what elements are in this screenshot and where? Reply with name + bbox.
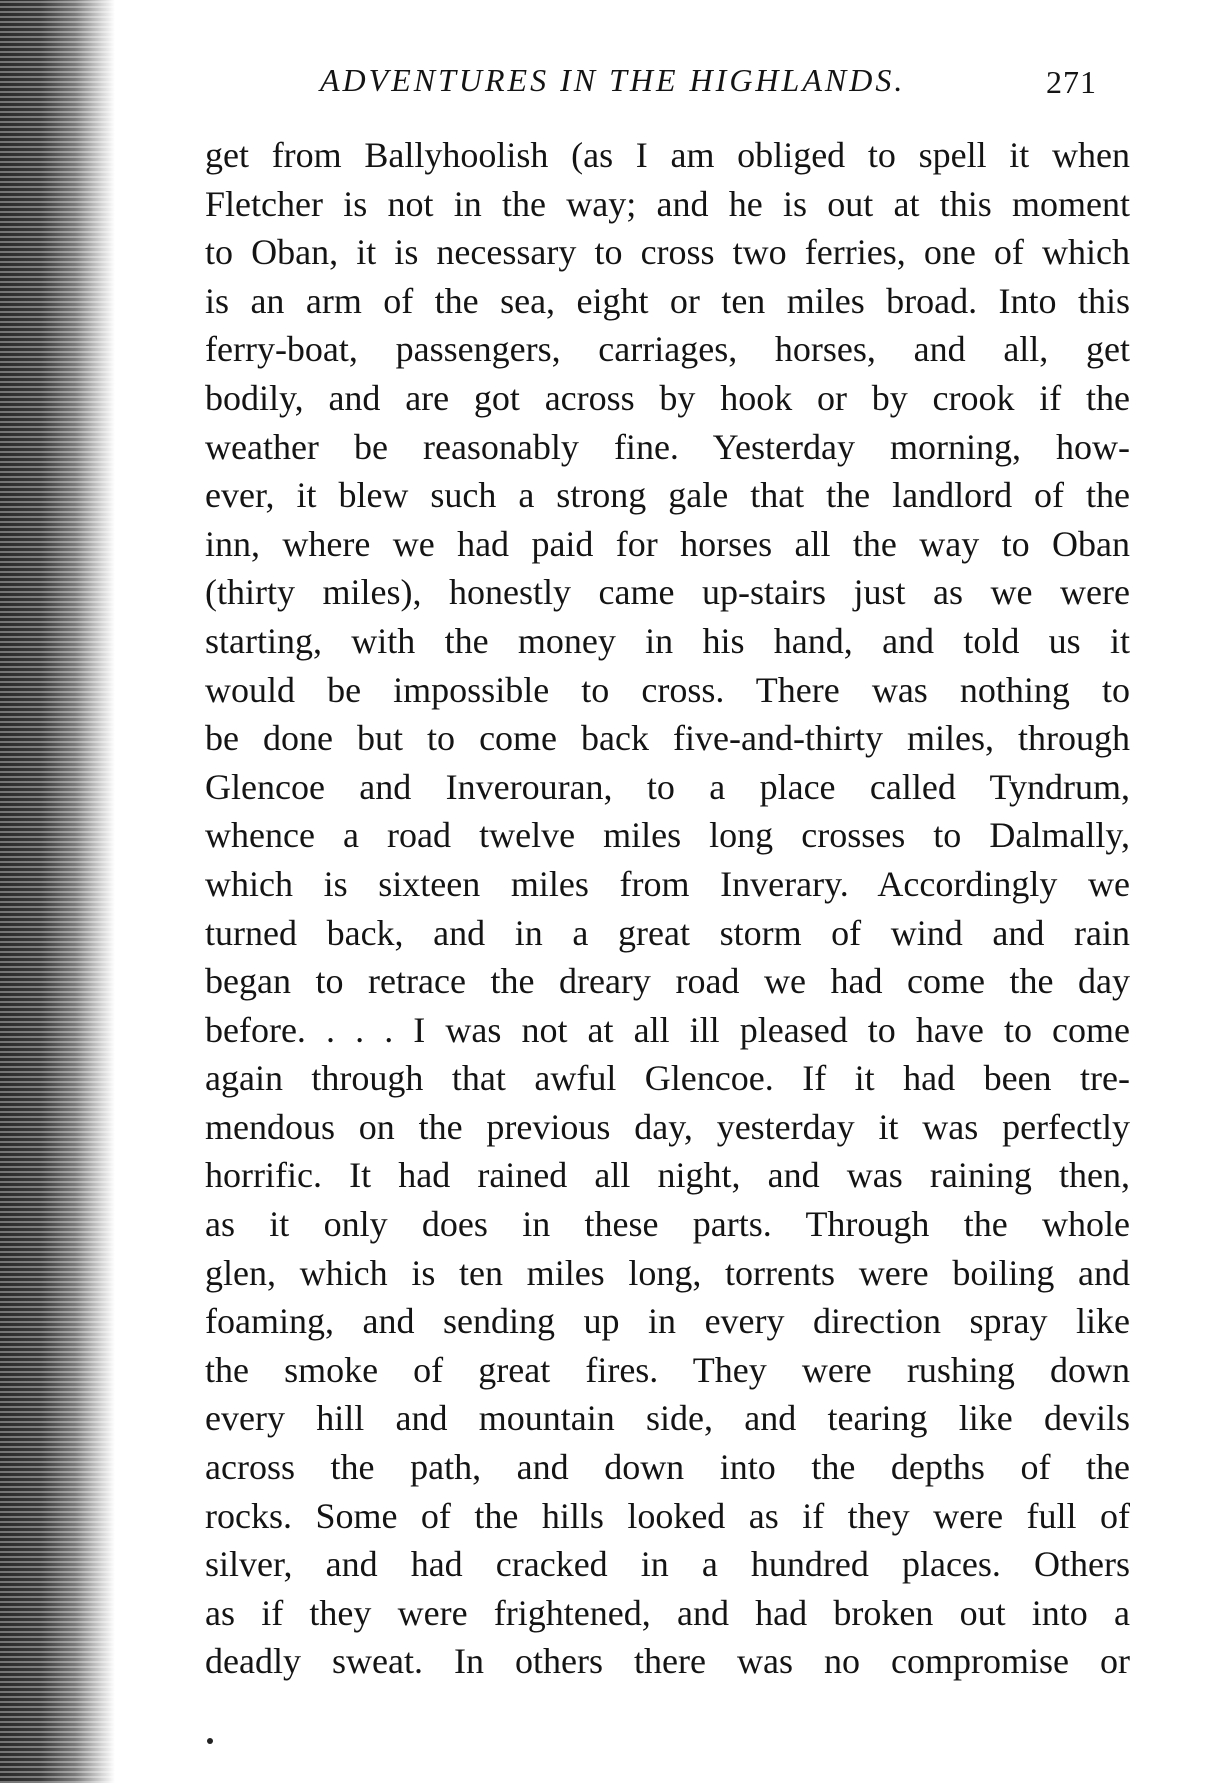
page-binding-shadow — [0, 0, 115, 1783]
text-line: (thirty miles), honestly came up-stairs just as we were — [205, 572, 1130, 613]
text-line: whence a road twelve miles long crosses to Dalmally, — [205, 815, 1130, 856]
text-line: which is sixteen miles from Inverary. Accordingly we — [205, 863, 1130, 904]
text-line: get from Ballyhoolish (as I am obliged to spell it when — [205, 135, 1130, 175]
text-line: foaming, and sending up in every direction spray like — [205, 1301, 1130, 1342]
text-line: glen, which is ten miles long, torrents were boiling and — [205, 1252, 1130, 1293]
text-line: again through that awful Glencoe. If it had been tre- — [205, 1058, 1130, 1099]
text-line: mendous on the previous day, yesterday it was perfectly — [205, 1106, 1130, 1147]
text-line: across the path, and down into the depths of the — [205, 1447, 1130, 1488]
text-line: as if they were frightened, and had broken out into a — [205, 1592, 1130, 1633]
text-line: inn, where we had paid for horses all the way to Oban — [205, 523, 1130, 564]
text-line: ferry-boat, passengers, carriages, horses, and all, get — [205, 329, 1130, 370]
text-line: deadly sweat. In others there was no compromise or — [205, 1641, 1130, 1682]
text-line: the smoke of great fires. They were rushing down — [205, 1349, 1130, 1390]
page-number: 271 — [1046, 64, 1097, 100]
text-line: weather be reasonably fine. Yesterday morning, how- — [205, 426, 1130, 467]
text-line: is an arm of the sea, eight or ten miles broad. Into this — [205, 280, 1130, 321]
ink-spot — [207, 1738, 213, 1744]
text-line: bodily, and are got across by hook or by crook if the — [205, 377, 1130, 418]
text-line: every hill and mountain side, and tearing like devils — [205, 1398, 1130, 1439]
text-line: ever, it blew such a strong gale that the landlord of the — [205, 475, 1130, 516]
text-line: to Oban, it is necessary to cross two ferries, one of which — [205, 232, 1130, 273]
running-title: ADVENTURES IN THE HIGHLANDS. — [320, 62, 906, 98]
text-line: horrific. It had rained all night, and was raining then, — [205, 1155, 1130, 1196]
text-line: Fletcher is not in the way; and he is out at this moment — [205, 183, 1130, 224]
text-line: would be impossible to cross. There was nothing to — [205, 669, 1130, 710]
text-line: starting, with the money in his hand, and told us it — [205, 620, 1130, 661]
body-text — [205, 131, 1130, 1686]
running-head — [320, 62, 1140, 112]
text-line: turned back, and in a great storm of wind and rain — [205, 912, 1130, 953]
text-line: be done but to come back five-and-thirty miles, through — [205, 718, 1130, 759]
text-line: rocks. Some of the hills looked as if they were full of — [205, 1495, 1130, 1536]
text-line: Glencoe and Inverouran, to a place called Tyndrum, — [205, 766, 1130, 807]
text-line: before. . . . I was not at all ill pleased to have to come — [205, 1009, 1130, 1050]
text-line: as it only does in these parts. Through the whole — [205, 1204, 1130, 1245]
text-line: began to retrace the dreary road we had come the day — [205, 961, 1130, 1002]
text-line: silver, and had cracked in a hundred places. Others — [205, 1544, 1130, 1585]
